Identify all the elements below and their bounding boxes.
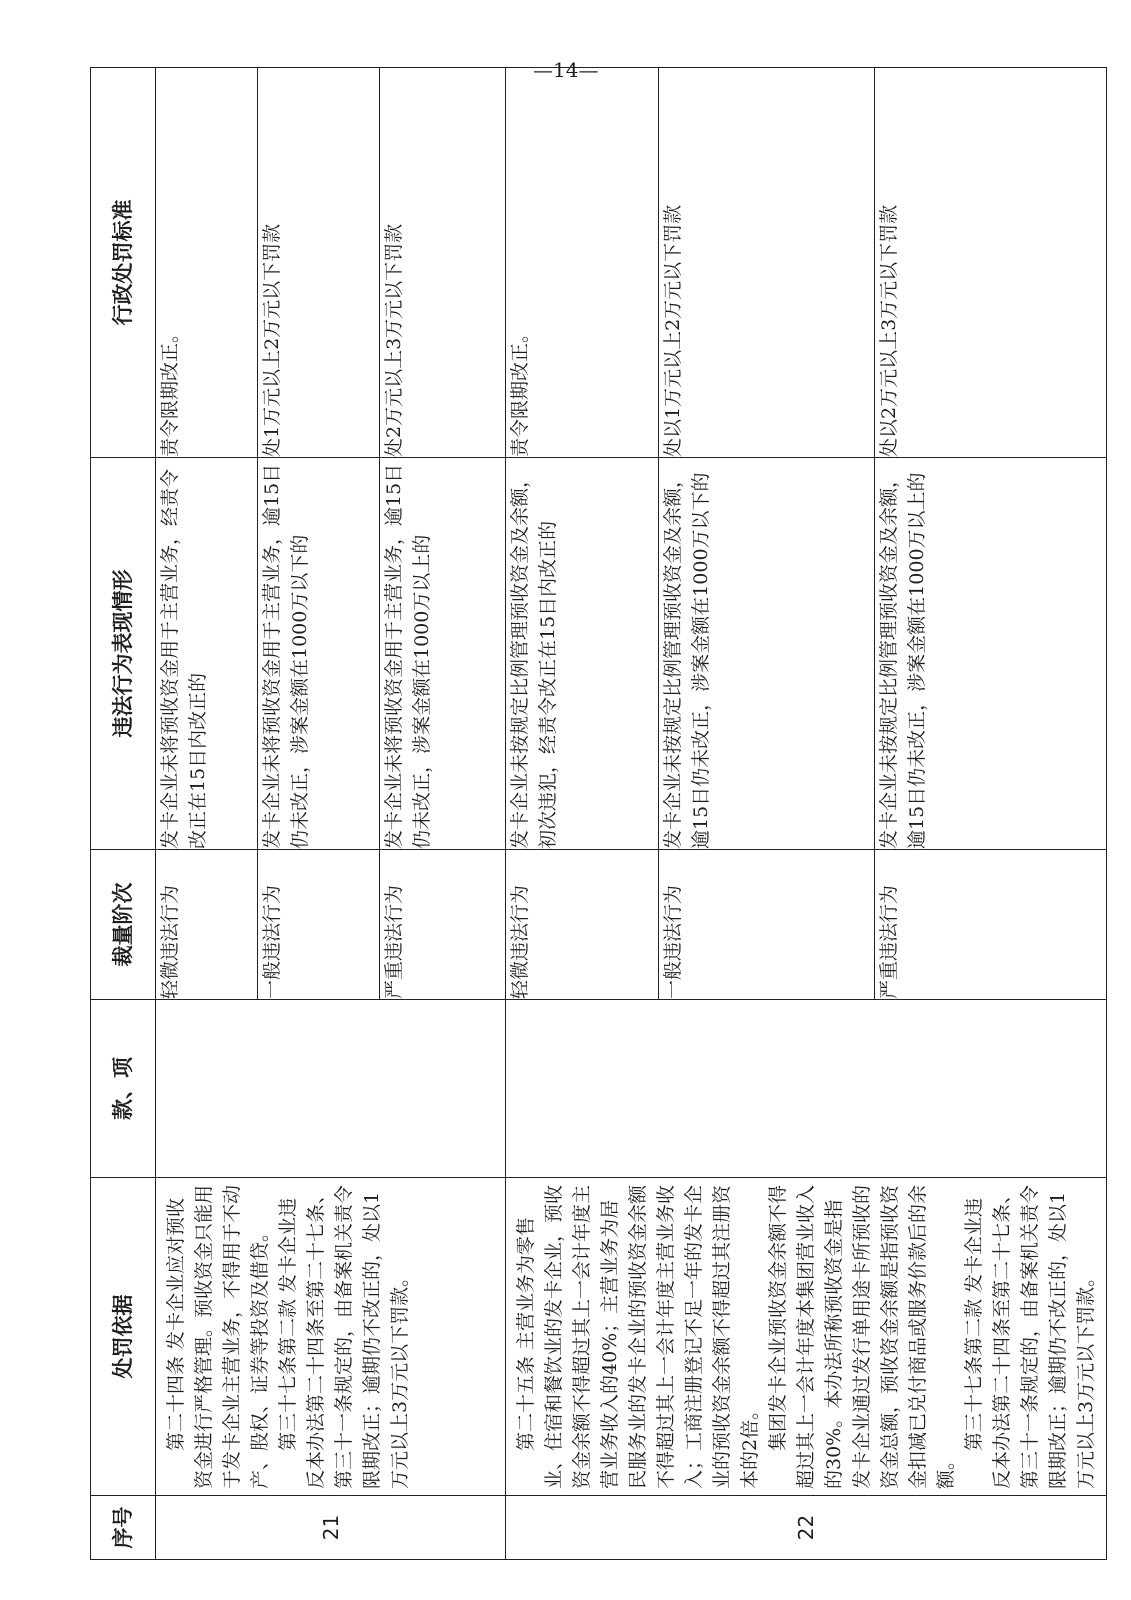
basis-paragraph: 第三十七条第二款 发卡企业违反本办法第二十四条至第二十七条、第三十一条规定的，由备案机关责令限期改正；逾期仍不改正的，处以1万元以上3万元以下罚款。 [277, 1184, 411, 1489]
standard-cell: 处以2万元以上3万元以下罚款 [874, 68, 1106, 458]
standard-cell: 责令限期改正。 [156, 68, 258, 458]
penalty-basis-cell [506, 1178, 1107, 1496]
standard-cell: 处1万元以上2万元以下罚款 [258, 68, 380, 458]
basis-paragraph: 第三十七条第二款 发卡企业违反本办法第二十四条至第二十七条、第三十一条规定的，由备案机关责令限期改正；逾期仍不改正的，处以1万元以上3万元以下罚款。 [963, 1184, 1097, 1489]
row-seq-cell: 22 [506, 1496, 1107, 1560]
row-seq-cell: 21 [156, 1496, 506, 1560]
header-basis: 处罚依据 [91, 1178, 156, 1496]
penalty-standard-table [90, 67, 1107, 1560]
level-cell: 一般违法行为 [258, 850, 380, 1000]
header-standard: 行政处罚标准 [91, 68, 156, 458]
clause-cell [506, 1000, 1107, 1178]
level-cell: 轻微违法行为 [506, 850, 659, 1000]
clause-cell [156, 1000, 506, 1178]
penalty-basis-cell [156, 1178, 506, 1496]
basis-paragraph: 第二十五条 主营业务为零售业、住宿和餐饮业的发卡企业，预收资金余额不得超过其上一会计年度主营业务收入的40%；主营业务为居民服务业的发卡企业的预收资金余额不得超过其上一会计年度主营业务收入；工商注册登记不足一年的发卡企业的预收资金余额不得超过其注册资本的2倍。 [515, 1184, 761, 1489]
situation-cell: 发卡企业未按规定比例管理预收资金及余额，逾15日仍未改正，涉案金额在1000万以上的 [874, 458, 1106, 850]
level-cell: 严重违法行为 [380, 850, 506, 1000]
table-row [156, 68, 258, 1560]
standard-cell: 处2万元以上3万元以下罚款 [380, 68, 506, 458]
situation-cell: 发卡企业未按规定比例管理预收资金及余额，初次违犯，经责令改正在15日内改正的 [506, 458, 659, 850]
page-number-container [0, 40, 1131, 100]
situation-cell: 发卡企业未将预收资金用于主营业务，逾15日仍未改正，涉案金额在1000万以上的 [380, 458, 506, 850]
situation-cell: 发卡企业未将预收资金用于主营业务，经责令改正在15日内改正的 [156, 458, 258, 850]
standard-cell: 责令限期改正。 [506, 68, 659, 458]
page-number: —14— [532, 58, 599, 82]
header-level: 裁量阶次 [91, 850, 156, 1000]
table-header-row [91, 68, 156, 1560]
header-clause: 款、项 [91, 1000, 156, 1178]
level-cell: 轻微违法行为 [156, 850, 258, 1000]
level-cell: 严重违法行为 [874, 850, 1106, 1000]
basis-paragraph: 集团发卡企业预收资金余额不得超过其上一会计年度本集团营业收入的30%。本办法所称预收资金是指发卡企业通过发行单用途卡所预收的资金总额，预收资金余额是指预收资金扣减已兑付商品或服务价款后的余额。 [767, 1184, 957, 1489]
header-seq: 序号 [91, 1496, 156, 1560]
standard-cell: 处以1万元以上2万元以下罚款 [658, 68, 874, 458]
table-row [506, 68, 659, 1560]
situation-cell: 发卡企业未将预收资金用于主营业务，逾15日仍未改正，涉案金额在1000万以下的 [258, 458, 380, 850]
basis-paragraph: 第二十四条 发卡企业应对预收资金进行严格管理。预收资金只能用于发卡企业主营业务，不得用于不动产、股权、证券等投资及借贷。 [165, 1184, 271, 1489]
header-situation: 违法行为表现情形 [91, 458, 156, 850]
situation-cell: 发卡企业未按规定比例管理预收资金及余额，逾15日仍未改正，涉案金额在1000万以下的 [658, 458, 874, 850]
level-cell: 一般违法行为 [658, 850, 874, 1000]
